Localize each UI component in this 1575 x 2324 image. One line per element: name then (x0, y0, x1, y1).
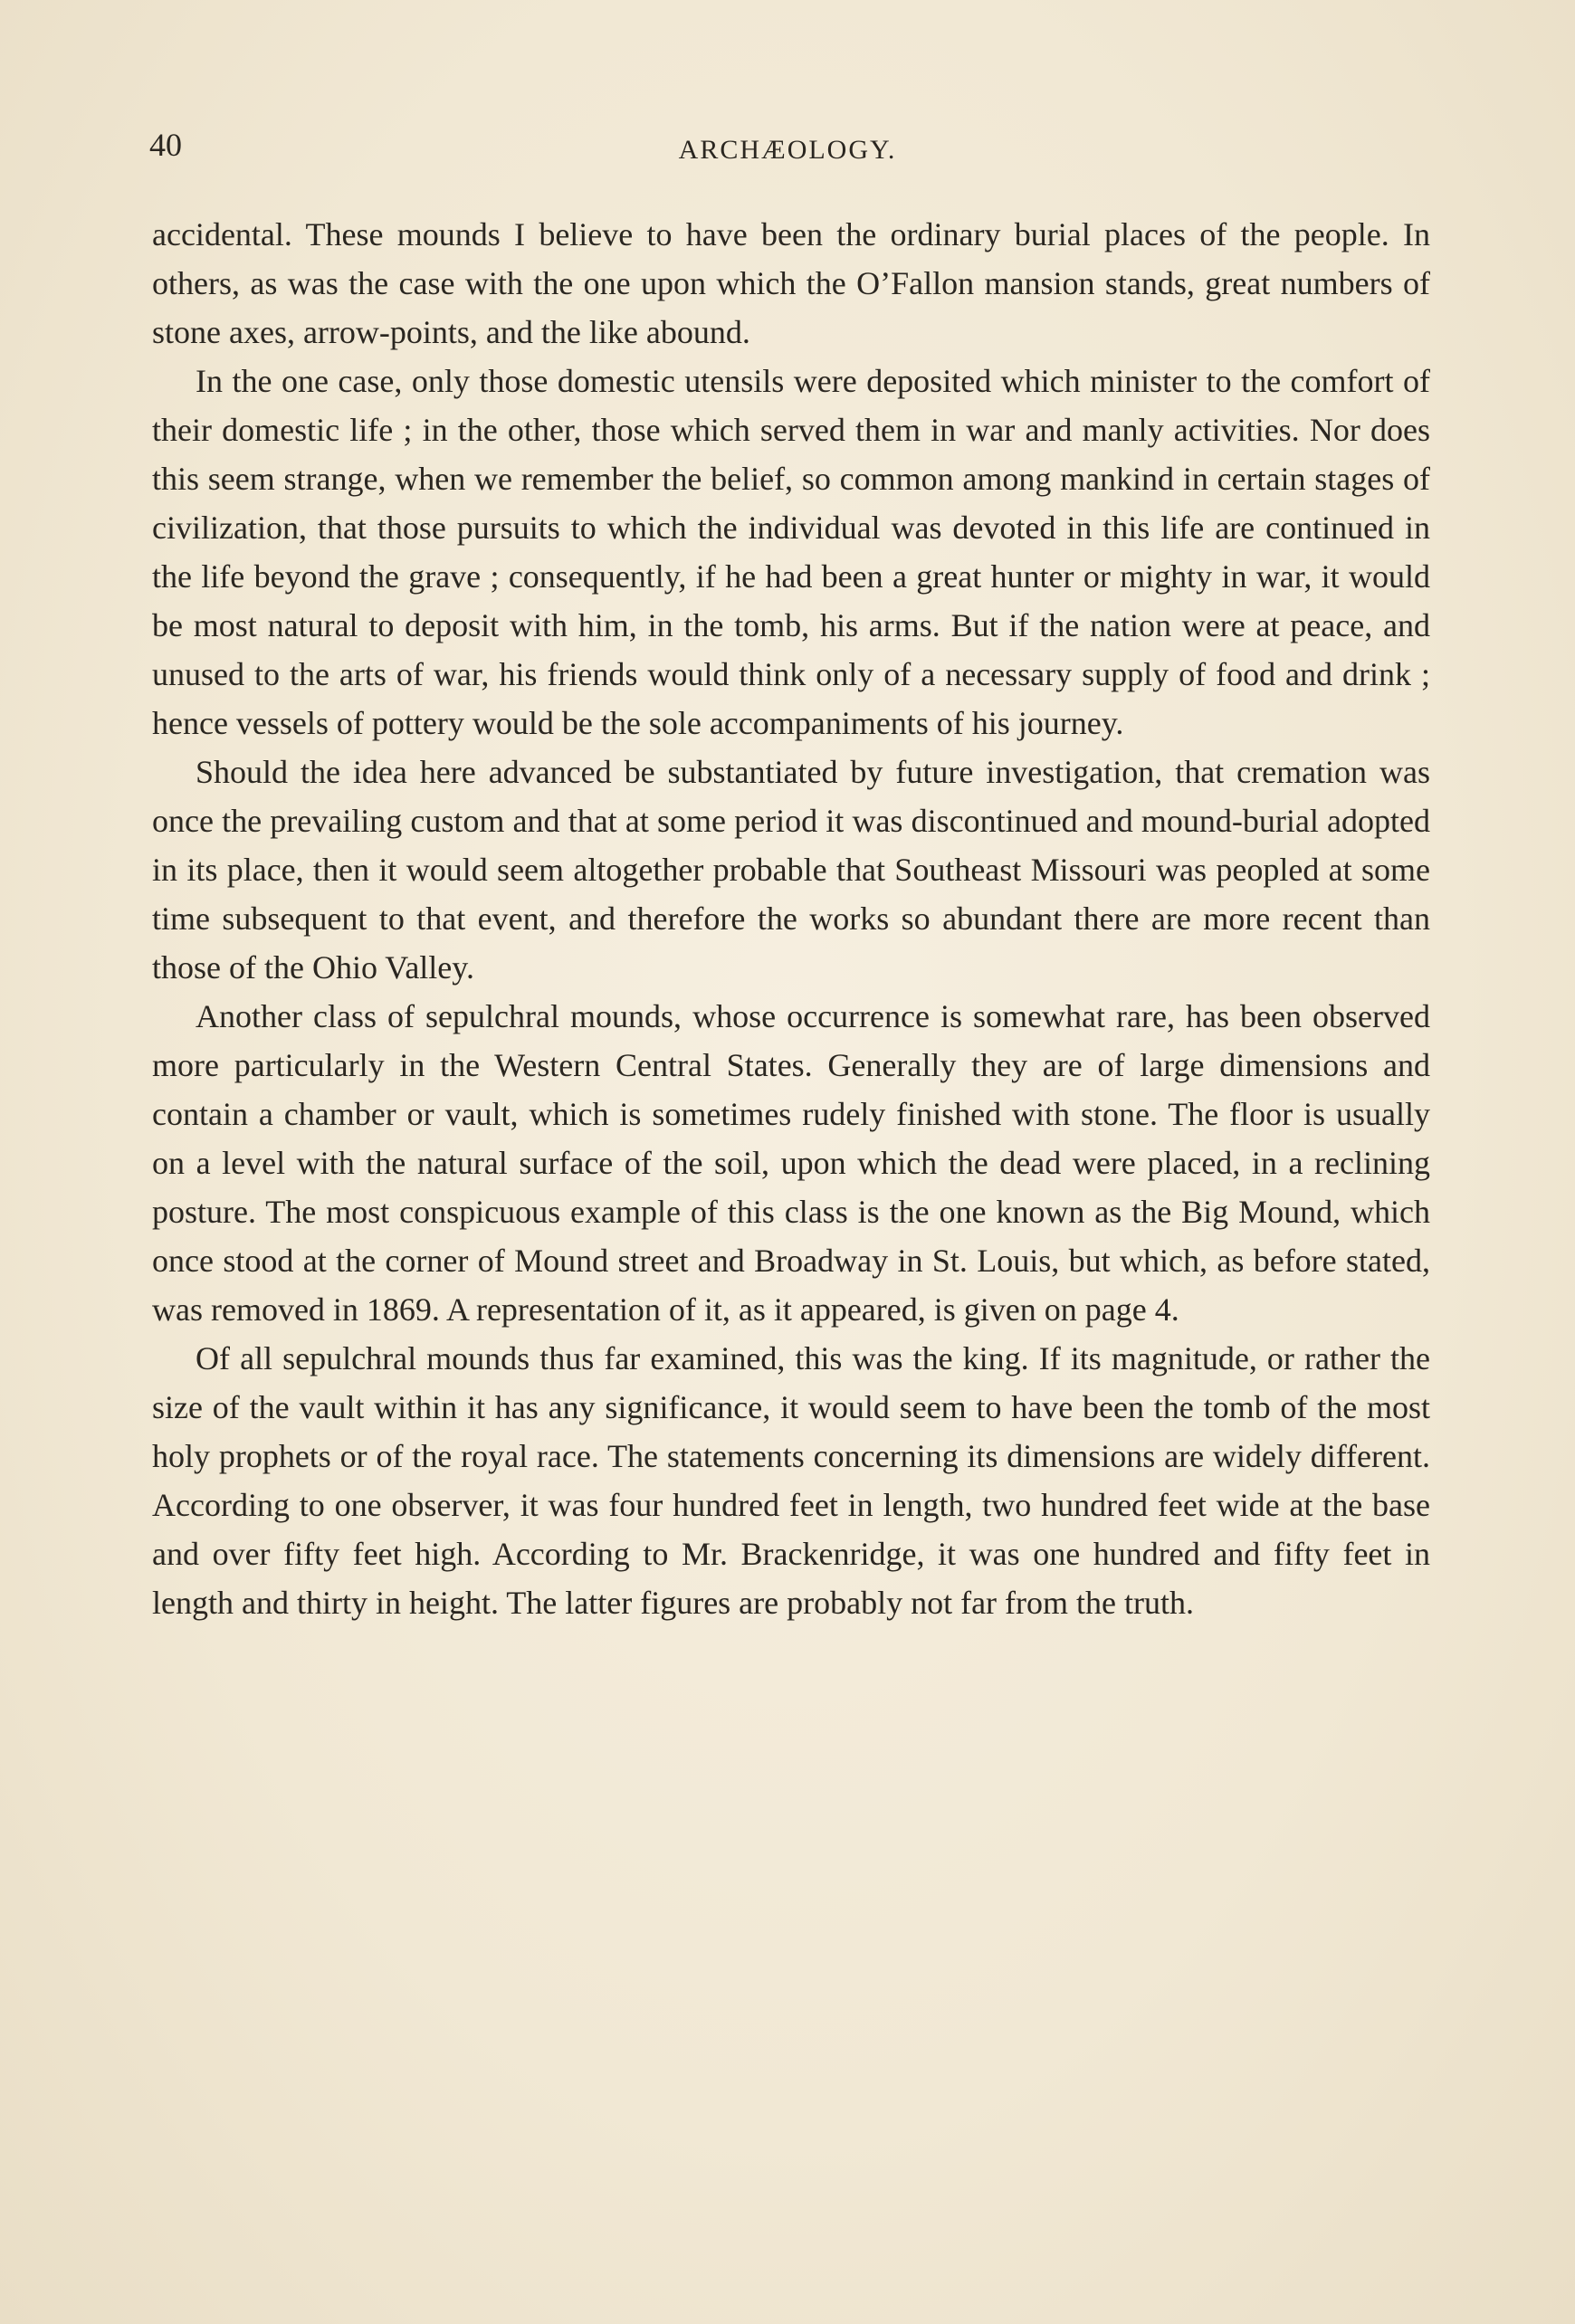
paragraph-3: Should the idea here advanced be substantiated by future investigation, that cremation was once the prevailing custom and that at some period it was discontinued and mound-burial adopted in its place, then it would seem altogether probable that Southeast Missouri was peopled at some time subsequent to that event, and therefore the works so abundant there are more recent than those of the Ohio Valley. (152, 754, 1430, 986)
paragraph-4: Another class of sepulchral mounds, whose occurrence is somewhat rare, has been observed more particularly in the Western Central States. Generally they are of large dimensions and contain a chamber or vault, which is sometimes rudely finished with stone. The floor is usually on a level with the natural surface of the soil, upon which the dead were placed, in a reclining posture. The most conspicuous example of this class is the one known as the Big Mound, which once stood at the corner of Mound street and Broadway in St. Louis, but which, as before stated, was removed in 1869. A representation of it, as it appeared, is given on page 4. (152, 998, 1430, 1328)
running-title: ARCHÆOLOGY. (678, 135, 897, 165)
paragraph-5: Of all sepulchral mounds thus far examined, this was the king. If its magnitude, or rather the size of the vault within it has any significance, it would seem to have been the tomb of the most holy prophets or of the royal race. The statements concerning its dimensions are widely different. According to one observer, it was four hundred feet in length, two hundred feet wide at the base and over fifty feet high. According to Mr. Brackenridge, it was one hundred and fifty feet in length and thirty in height. The latter figures are probably not far from the truth. (152, 1340, 1430, 1621)
paragraph-1: accidental. These mounds I believe to have been the ordinary burial places of the people. In others, as was the case with the one upon which the O’Fallon mansion stands, great numbers of stone axes, arrow-points, and the like abound. (152, 216, 1430, 350)
page-number: 40 (149, 127, 182, 163)
body-text (152, 210, 1430, 1627)
paragraph-2: In the one case, only those domestic utensils were deposited which minister to the comfort of their domestic life ; in the other, those which served them in war and manly activities. Nor does this seem strange, when we remember the belief, so common among mankind in certain stages of civilization, that those pursuits to which the individual was devoted in this life are continued in the life beyond the grave ; consequently, if he had been a great hunter or mighty in war, it would be most natural to deposit with him, in the tomb, his arms. But if the nation were at peace, and unused to the arts of war, his friends would think only of a necessary supply of food and drink ; hence vessels of pottery would be the sole accompaniments of his journey. (152, 363, 1430, 741)
